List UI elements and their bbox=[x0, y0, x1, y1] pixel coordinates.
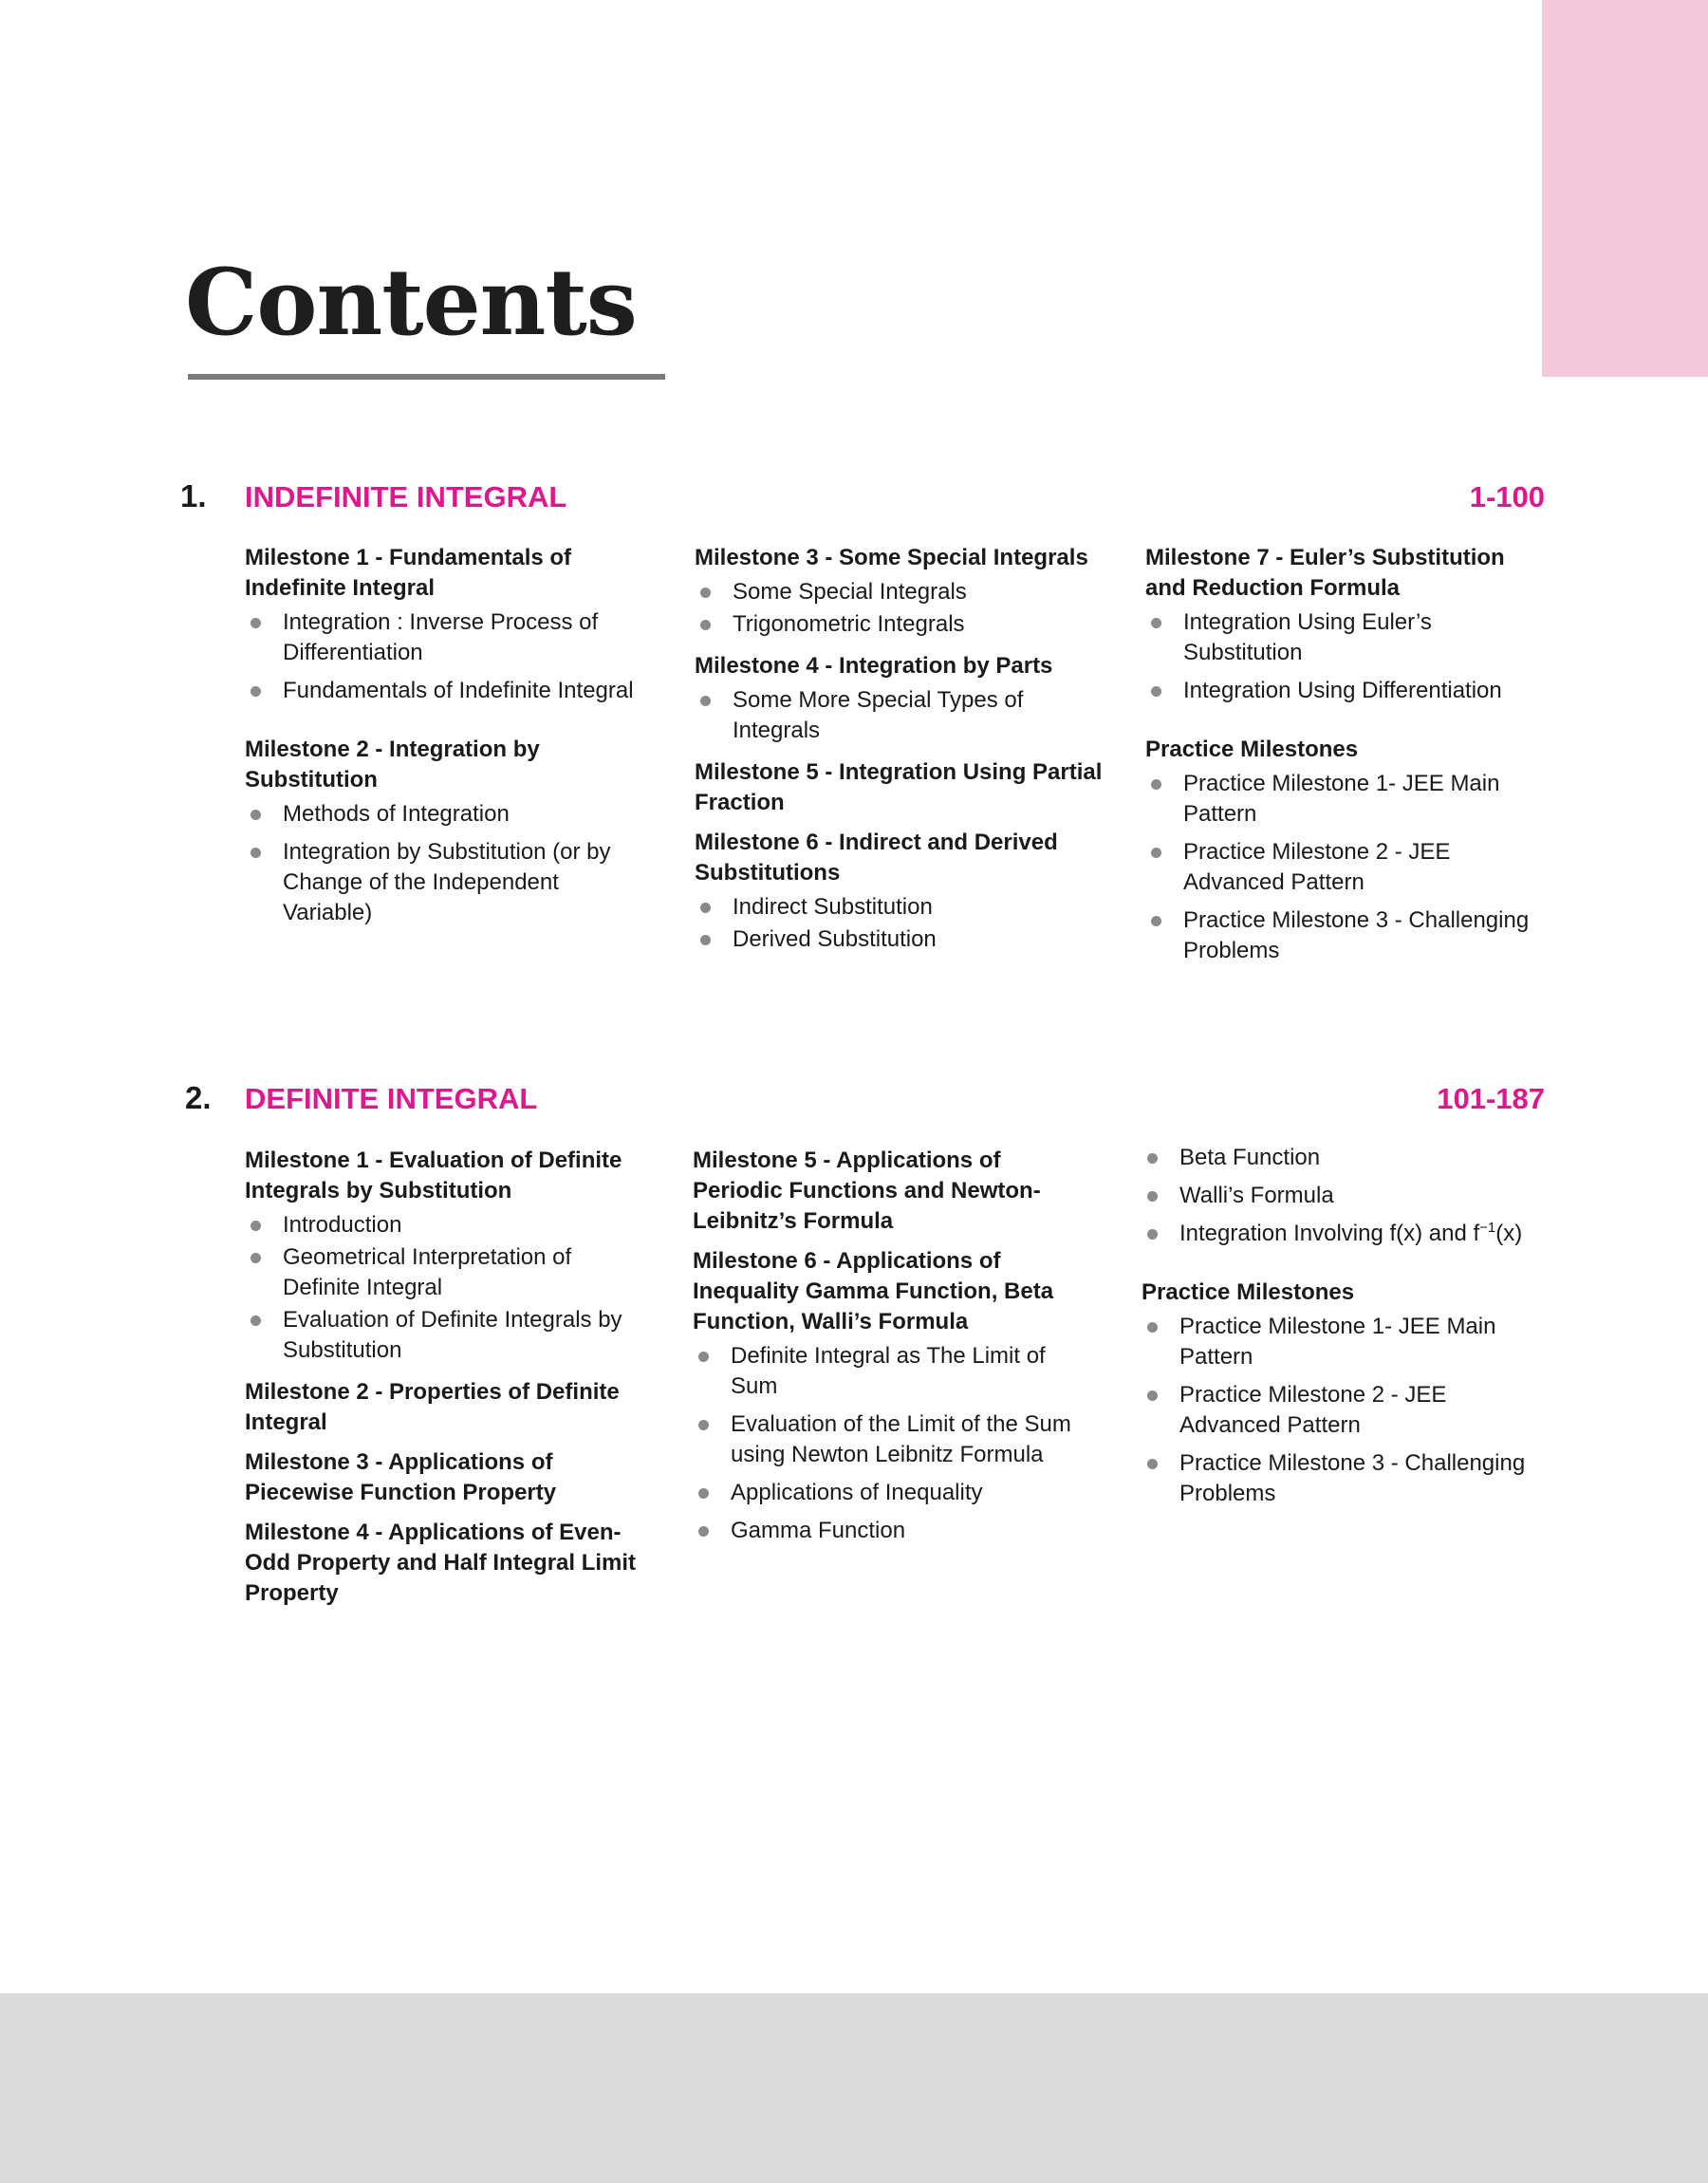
topic-item[interactable]: Practice Milestone 3 - Challenging Problems bbox=[1145, 905, 1544, 966]
chapter-1-column-1 bbox=[245, 543, 643, 936]
chapter-2-title[interactable]: DEFINITE INTEGRAL bbox=[245, 1082, 538, 1115]
chapter-2-pages: 101-187 bbox=[1437, 1082, 1545, 1115]
chapter-2-column-3 bbox=[1142, 1143, 1540, 1517]
milestone-title[interactable]: Milestone 3 - Applications of Piecewise Function Property bbox=[245, 1449, 557, 1505]
chapter-1-column-3 bbox=[1145, 543, 1544, 974]
topic-list bbox=[1145, 607, 1544, 706]
topic-item[interactable]: Geometrical Interpretation of Definite Integral bbox=[245, 1242, 653, 1303]
milestone-title[interactable]: Milestone 5 - Applications of Periodic Functions and Newton-Leibnitz’s Formula bbox=[693, 1147, 1041, 1234]
practice-milestones-title[interactable]: Practice Milestones bbox=[1142, 1279, 1355, 1305]
chapter-2-header bbox=[0, 1080, 1708, 1128]
topic-item[interactable]: Evaluation of Definite Integrals by Substitution bbox=[245, 1305, 653, 1366]
footer-band bbox=[0, 1993, 1708, 2183]
topic-item[interactable]: Definite Integral as The Limit of Sum bbox=[693, 1341, 1091, 1402]
pink-corner-tab bbox=[1542, 0, 1708, 377]
topic-list bbox=[245, 607, 643, 706]
topic-list bbox=[695, 577, 1112, 640]
topic-item[interactable]: Integration Using Differentiation bbox=[1145, 676, 1544, 706]
topic-item[interactable]: Derived Substitution bbox=[695, 924, 1112, 955]
milestone-title[interactable]: Milestone 4 - Applications of Even-Odd Property and Half Integral Limit Property bbox=[245, 1520, 637, 1606]
topic-item[interactable]: Evaluation of the Limit of the Sum using Newton Leibnitz Formula bbox=[693, 1409, 1091, 1470]
practice-milestones-title[interactable]: Practice Milestones bbox=[1145, 737, 1359, 762]
topic-list bbox=[1145, 769, 1544, 966]
topic-item[interactable]: Integration by Substitution (or by Change of the Independent Variable) bbox=[245, 837, 643, 928]
topic-list bbox=[695, 685, 1112, 746]
milestone-title[interactable]: Milestone 1 - Fundamentals of Indefinite Integral bbox=[245, 545, 572, 601]
topic-item[interactable]: Practice Milestone 1- JEE Main Pattern bbox=[1142, 1312, 1540, 1372]
topic-list bbox=[1142, 1143, 1540, 1249]
topic-item[interactable]: Trigonometric Integrals bbox=[695, 609, 1112, 640]
topic-item-text-suffix: (x) bbox=[1495, 1221, 1523, 1246]
chapter-2-column-2 bbox=[693, 1146, 1091, 1554]
page-title: Contents bbox=[185, 249, 637, 356]
topic-list bbox=[245, 1210, 653, 1366]
topic-item[interactable]: Fundamentals of Indefinite Integral bbox=[245, 676, 643, 706]
topic-list bbox=[693, 1341, 1091, 1546]
topic-list bbox=[1142, 1312, 1540, 1509]
topic-item[interactable]: Some More Special Types of Integrals bbox=[695, 685, 1112, 746]
chapter-1-number: 1. bbox=[180, 478, 207, 513]
chapter-1-column-2 bbox=[695, 543, 1112, 957]
topic-item[interactable]: Introduction bbox=[245, 1210, 653, 1241]
topic-item[interactable]: Practice Milestone 2 - JEE Advanced Pattern bbox=[1145, 837, 1544, 898]
milestone-title[interactable]: Milestone 4 - Integration by Parts bbox=[695, 653, 1053, 679]
milestone-title[interactable]: Milestone 3 - Some Special Integrals bbox=[695, 545, 1088, 570]
topic-item-text: Integration Involving f(x) and f bbox=[1179, 1221, 1480, 1246]
milestone-title[interactable]: Milestone 6 - Indirect and Derived Substitutions bbox=[695, 830, 1058, 886]
title-underline bbox=[188, 374, 665, 380]
topic-item[interactable]: Practice Milestone 2 - JEE Advanced Pattern bbox=[1142, 1380, 1540, 1441]
chapter-2-column-1 bbox=[245, 1146, 653, 1609]
topic-item[interactable]: Methods of Integration bbox=[245, 799, 643, 830]
milestone-title[interactable]: Milestone 7 - Euler’s Substitution and Reduction Formula bbox=[1145, 545, 1505, 601]
topic-item[interactable]: Applications of Inequality bbox=[693, 1478, 1091, 1508]
topic-list bbox=[245, 799, 643, 928]
milestone-title[interactable]: Milestone 1 - Evaluation of Definite Integrals by Substitution bbox=[245, 1147, 622, 1203]
topic-item[interactable]: Beta Function bbox=[1142, 1143, 1540, 1173]
topic-item[interactable]: Integration Using Euler’s Substitution bbox=[1145, 607, 1544, 668]
chapter-1-pages: 1-100 bbox=[1469, 480, 1545, 513]
milestone-title[interactable]: Milestone 5 - Integration Using Partial Fraction bbox=[695, 759, 1103, 815]
inverse-exponent: −1 bbox=[1479, 1220, 1496, 1236]
chapter-2-number: 2. bbox=[185, 1080, 212, 1115]
topic-list bbox=[695, 892, 1112, 955]
topic-item[interactable]: Practice Milestone 1- JEE Main Pattern bbox=[1145, 769, 1544, 830]
chapter-1-header bbox=[0, 478, 1708, 526]
chapter-1-title[interactable]: INDEFINITE INTEGRAL bbox=[245, 480, 567, 513]
topic-item-integration-involving[interactable] bbox=[1142, 1219, 1540, 1249]
topic-item[interactable]: Gamma Function bbox=[693, 1516, 1091, 1546]
topic-item[interactable]: Practice Milestone 3 - Challenging Problems bbox=[1142, 1448, 1540, 1509]
milestone-title[interactable]: Milestone 2 - Properties of Definite Integral bbox=[245, 1379, 620, 1435]
milestone-title[interactable]: Milestone 6 - Applications of Inequality Gamma Function, Beta Function, Walli’s Formula bbox=[693, 1248, 1054, 1334]
topic-item[interactable]: Some Special Integrals bbox=[695, 577, 1112, 607]
topic-item[interactable]: Integration : Inverse Process of Differentiation bbox=[245, 607, 643, 668]
topic-item[interactable]: Indirect Substitution bbox=[695, 892, 1112, 923]
topic-item[interactable]: Walli’s Formula bbox=[1142, 1181, 1540, 1211]
milestone-title[interactable]: Milestone 2 - Integration by Substitution bbox=[245, 737, 540, 793]
